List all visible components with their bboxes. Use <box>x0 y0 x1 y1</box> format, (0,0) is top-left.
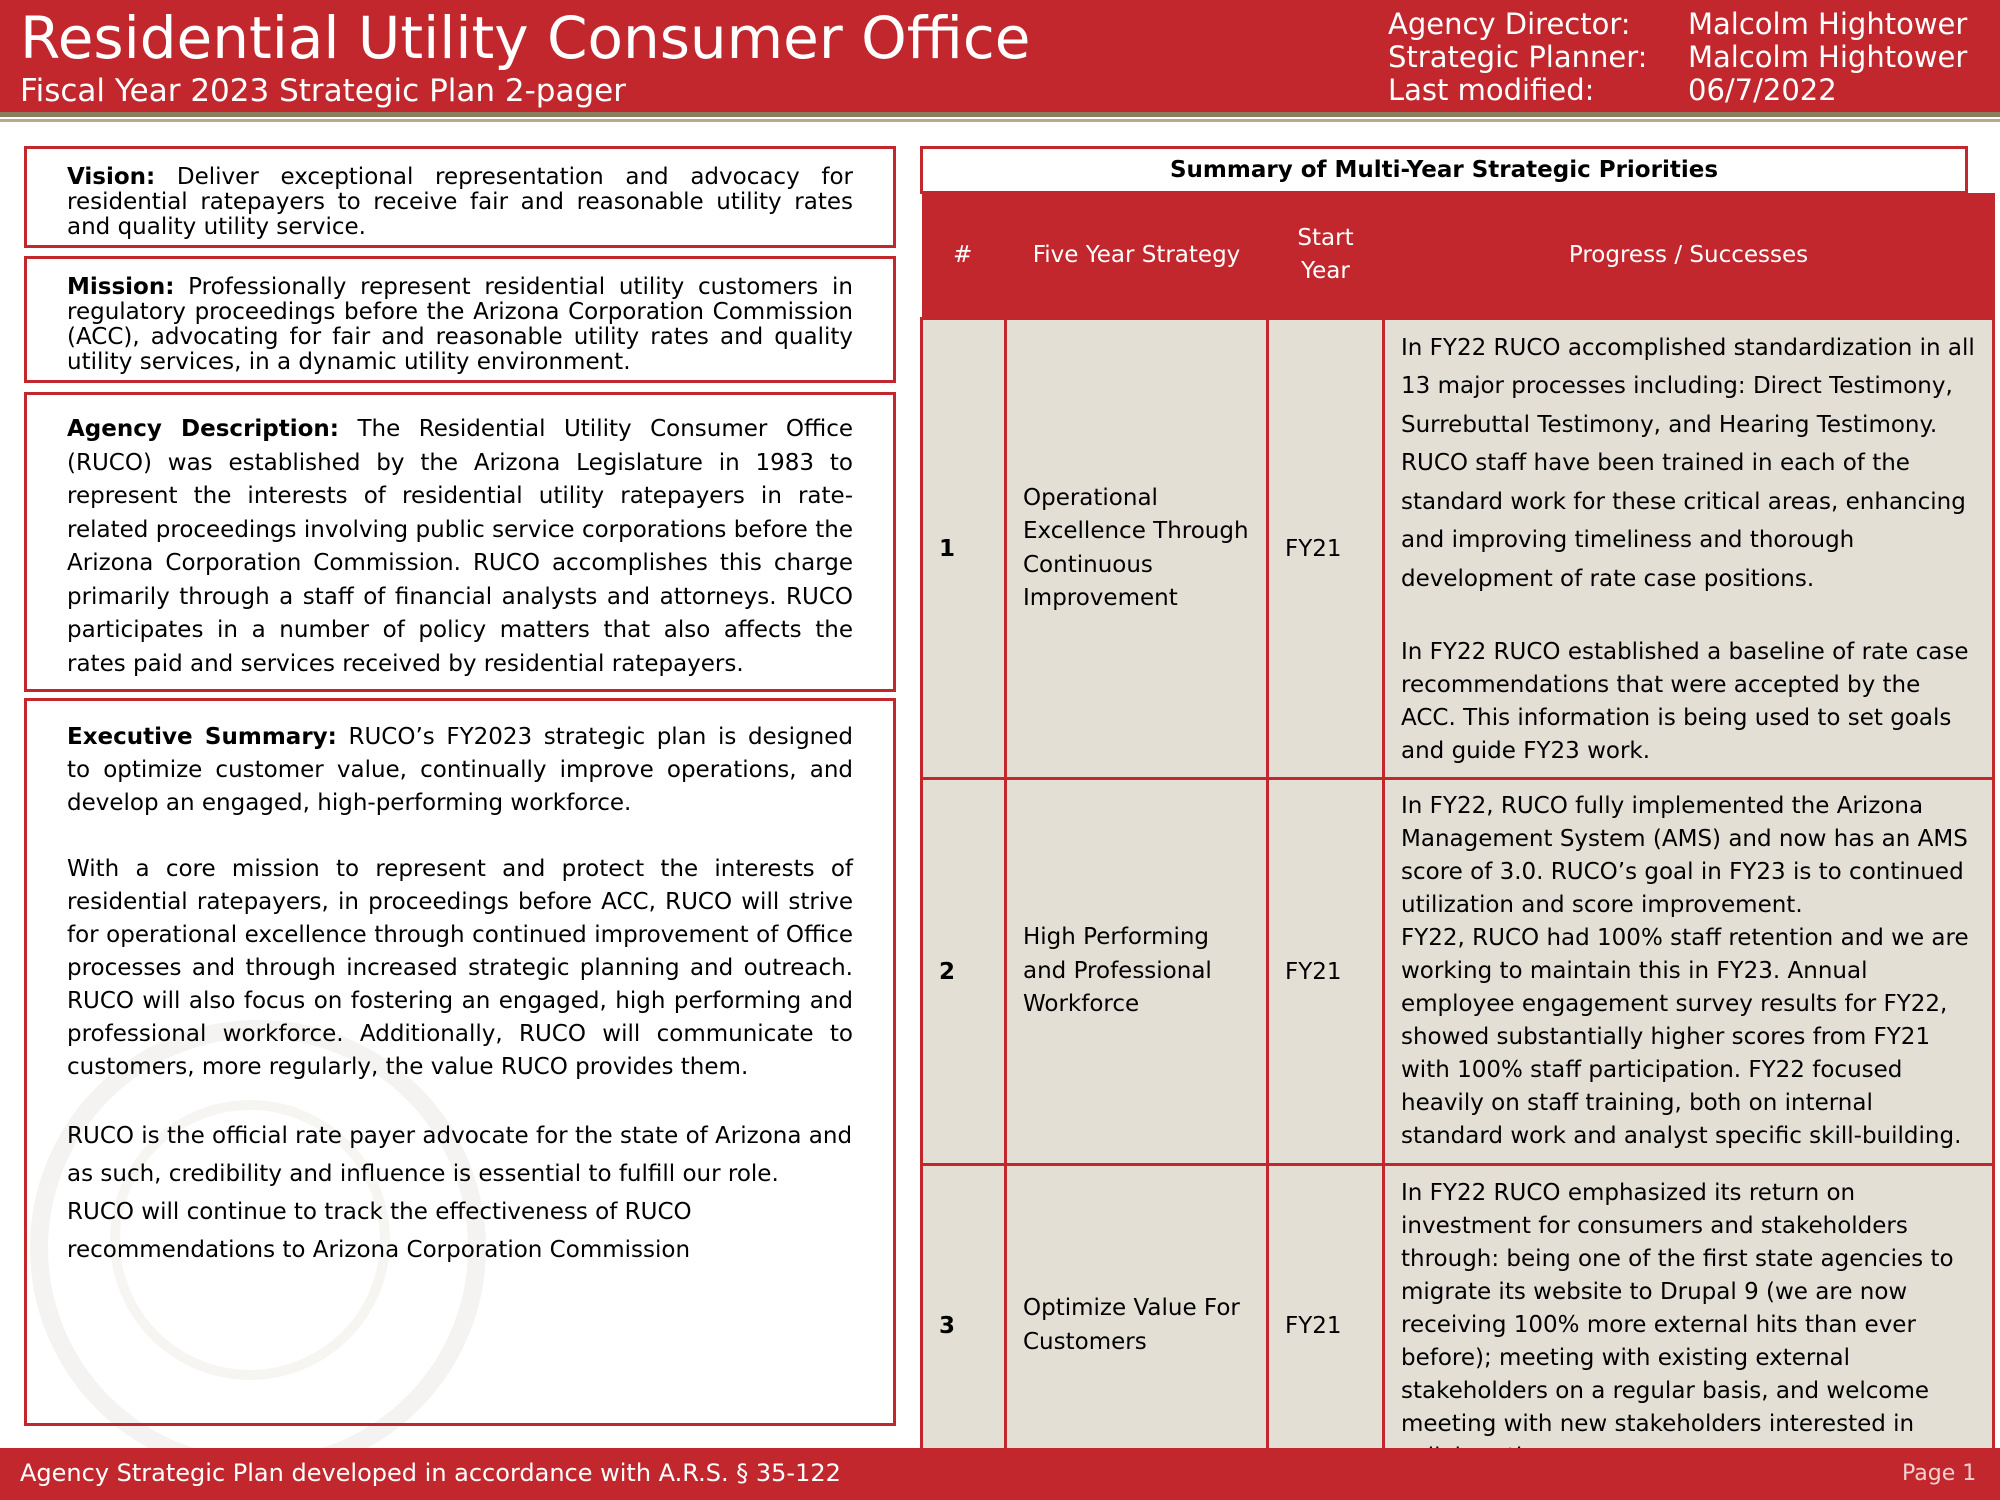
row-progress <box>1384 1165 1994 1487</box>
table-row <box>922 779 1994 1165</box>
mission-text <box>67 275 853 375</box>
row-start-year: FY21 <box>1268 1165 1384 1487</box>
meta-value: Malcolm Hightower <box>1688 40 1968 74</box>
agency-description-label: Agency Description: <box>67 416 340 442</box>
summary-title: Summary of Multi-Year Strategic Priorities <box>920 146 1968 194</box>
meta-row-modified <box>1388 74 1988 107</box>
footer-note: Agency Strategic Plan developed in accordance with A.R.S. § 35-122 <box>20 1459 841 1487</box>
executive-summary-label: Executive Summary: <box>67 724 337 750</box>
column-header-start-line2: Year <box>1301 258 1350 284</box>
vision-text <box>67 165 853 240</box>
page-header <box>0 0 2000 112</box>
column-header-number: # <box>922 193 1006 319</box>
row-progress-part: In FY22 RUCO emphasized its return on investment for consumers and stakeholders through: being one of the first state agencies to migrate its website to Drupal 9 (we are now receiving 100% more external hits than ever before); meeting with existing external stakeholders on a regular basis, and welcome meeting with new stakeholders interested in <box>1401 1180 1954 1437</box>
row-progress-part: In FY22, RUCO fully implemented the Arizona Management System (AMS) and now has an AMS score of 3.0. RUCO’s goal in FY23 is to continued utilization and score improvement. <box>1401 793 1968 918</box>
meta-label: Agency Director: <box>1388 7 1631 41</box>
table-row <box>922 1165 1994 1487</box>
meta-label: Strategic Planner: <box>1388 40 1648 74</box>
meta-label: Last modified: <box>1388 73 1595 107</box>
page-title: Residential Utility Consumer Office <box>20 4 1031 72</box>
column-header-start-line1: Start <box>1297 225 1354 251</box>
row-strategy: Operational Excellence Through Continuous Improvement <box>1006 319 1268 779</box>
executive-summary-paragraph: RUCO is the official rate payer advocate for the state of Arizona and as such, credibility and influence is essential to fulfill our role. RUCO will continue to track the effectiveness of RUCO recommendations to Arizona Corporation Commission <box>67 1123 853 1263</box>
table-row <box>922 319 1994 779</box>
row-progress <box>1384 319 1994 779</box>
agency-description-body: The Residential Utility Consumer Office (RUCO) was established by the Arizona Legislature in 1983 to represent the interests of residential utility ratepayers in rate-related proceedings involving public service corporations before the Arizona Corporation Commission. RUCO accomplishes this charge primarily through a staff of financial analysts and attorneys. RUCO participates in a number of policy matters that also affects the rates paid and services received by residential ratepayers. <box>67 416 854 677</box>
mission-box <box>24 256 896 383</box>
column-header-progress: Progress / Successes <box>1384 193 1994 319</box>
agency-description-text <box>67 413 853 681</box>
row-number: 2 <box>922 779 1006 1165</box>
executive-summary-paragraph <box>67 721 853 820</box>
row-progress <box>1384 779 1994 1165</box>
column-header-strategy: Five Year Strategy <box>1006 193 1268 319</box>
vision-label: Vision: <box>67 164 156 190</box>
agency-description-box <box>24 392 896 692</box>
strategic-priorities-table <box>920 193 1995 1488</box>
vision-box <box>24 146 896 248</box>
header-divider-thin <box>0 119 2000 122</box>
vision-body: Deliver exceptional representation and advocacy for residential ratepayers to receive fair and reasonable utility rates and quality utility service. <box>67 164 853 240</box>
row-progress-part: In FY22 RUCO established a baseline of rate case recommendations that were accepted by the ACC. This information is being used to set goals and guide FY23 work. <box>1401 639 1969 765</box>
mission-body: Professionally represent residential utility customers in regulatory proceedings before the Arizona Corporation Commission (ACC), advocating for fair and reasonable utility rates and quality utility services, in a dynamic utility environment. <box>67 274 853 375</box>
meta-value: Malcolm Hightower <box>1688 7 1968 41</box>
row-strategy: Optimize Value For Customers <box>1006 1165 1268 1487</box>
executive-summary-paragraph: With a core mission to represent and protect the interests of residential ratepayers, in proceedings before ACC, RUCO will strive for operational excellence through continued improvement of Office processes and through increased strategic planning and outreach. RUCO will also focus on fostering an engaged, high performing and professional workforce. Additionally, RUCO will communicate to customers, more regularly, the value RUCO provides them. <box>67 856 853 1080</box>
meta-row-planner <box>1388 41 1988 74</box>
row-progress-part: In FY22 RUCO accomplished standardization in all 13 major processes including: Direct Testimony, Surrebuttal Testimony, and Hearing Testimony. RUCO staff have been trained in each of the standard work for these critical areas, enhancing and improving timeliness and thorough development of rate case positions. <box>1401 334 1975 592</box>
row-strategy: High Performing and Professional Workforce <box>1006 779 1268 1165</box>
row-progress-part: FY22, RUCO had 100% staff retention and we are working to maintain this in FY23. Annual employee engagement survey results for FY22, showed substantially higher scores from FY21 with 100% staff participation. FY22 focused heavily on staff training, both on internal standard work and analyst specific skill-building. <box>1401 925 1969 1149</box>
meta-row-director <box>1388 8 1988 41</box>
row-number: 3 <box>922 1165 1006 1487</box>
header-meta <box>1388 8 1988 107</box>
row-start-year: FY21 <box>1268 319 1384 779</box>
page-subtitle: Fiscal Year 2023 Strategic Plan 2-pager <box>20 73 626 109</box>
row-start-year: FY21 <box>1268 779 1384 1165</box>
header-divider <box>0 112 2000 117</box>
mission-label: Mission: <box>67 274 175 300</box>
executive-summary-box <box>24 698 896 1426</box>
row-number: 1 <box>922 319 1006 779</box>
column-header-start-year <box>1268 193 1384 319</box>
page-number: Page 1 <box>1902 1461 1977 1486</box>
page-footer <box>0 1448 2000 1500</box>
executive-summary-body: RUCO’s FY2023 strategic plan is designed to optimize customer value, continually improve operations, and develop an engaged, high-performing workforce. <box>67 724 854 816</box>
meta-value: 06/7/2022 <box>1688 73 1837 107</box>
table-header-row <box>922 193 1994 319</box>
